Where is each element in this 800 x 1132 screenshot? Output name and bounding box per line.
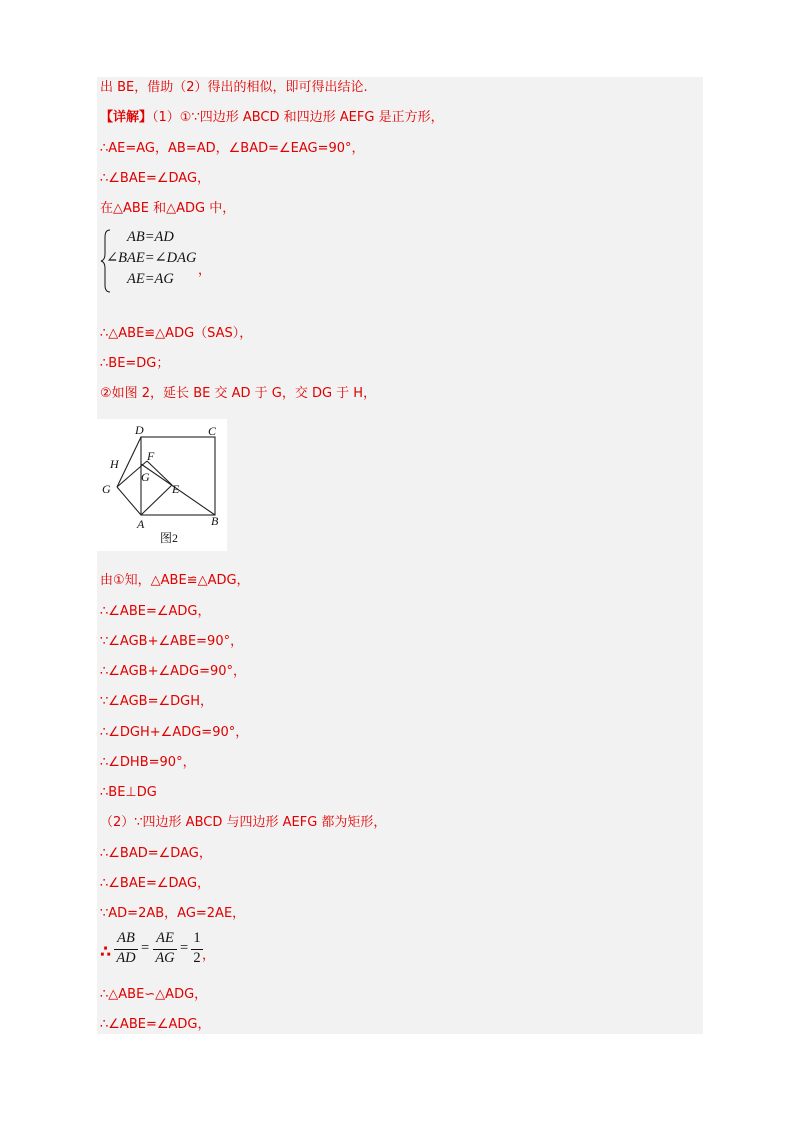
text-line-15: ∴∠DHB=90°，: [100, 755, 196, 770]
text-line-20: ∵AD=2AB，AG=2AE，: [100, 906, 246, 921]
equation-system: [100, 229, 240, 293]
system-comma: ，: [198, 263, 212, 278]
fraction-3-numerator: 1: [193, 930, 201, 946]
system-row-1: AB=AD: [127, 229, 174, 245]
text-line-1: 出 BE，借助（2）得出的相似，即可得出结论.: [100, 80, 368, 95]
figure-caption: 图2: [160, 531, 179, 545]
fraction-1-numerator: AB: [117, 930, 135, 946]
fraction-2-denominator: AG: [155, 950, 175, 966]
figure-2: [97, 419, 227, 551]
label-c: C: [208, 424, 217, 438]
text-line-2-rest: （1）①∵四边形 ABCD 和四边形 AEFG 是正方形，: [152, 110, 444, 125]
equals-sign-1: =: [141, 940, 150, 956]
system-row-2: ∠BAE=∠DAG: [106, 250, 197, 266]
text-line-6: ∴△ABE≌△ADG（SAS），: [100, 326, 253, 341]
fraction-2-numerator: AE: [156, 930, 174, 946]
text-line-9: 由①知，△ABE≌△ADG，: [100, 573, 250, 588]
fraction-comma: ，: [202, 948, 216, 963]
label-e: E: [172, 482, 180, 496]
detail-tag: 【详解】: [100, 110, 153, 125]
therefore-symbol: ∴: [100, 942, 112, 961]
text-line-4: ∴∠BAE=∠DAG，: [100, 171, 211, 186]
label-b: B: [211, 514, 219, 528]
text-line-22: ∴∠ABE=∠ADG，: [100, 1017, 211, 1032]
text-line-21: ∴△ABE∽△ADG，: [100, 987, 208, 1002]
label-g-outer: G: [102, 482, 111, 496]
text-line-16: ∴BE⊥DG: [100, 785, 157, 800]
fraction-1-denominator: AD: [116, 950, 136, 966]
text-line-7: ∴BE=DG；: [100, 356, 170, 371]
text-line-17: （2）∵四边形 ABCD 与四边形 AEFG 都为矩形，: [100, 815, 387, 830]
equals-sign-2: =: [180, 940, 189, 956]
system-row-3: AE=AG: [127, 271, 174, 287]
label-d: D: [135, 423, 144, 437]
label-a: A: [137, 517, 145, 531]
fraction-ae-ag: [153, 930, 177, 970]
text-line-5: 在△ABE 和△ADG 中，: [100, 201, 236, 216]
text-line-3: ∴AE=AG，AB=AD，∠BAD=∠EAG=90°，: [100, 141, 365, 156]
text-line-14: ∴∠DGH+∠ADG=90°，: [100, 725, 249, 740]
geometry-diagram: [97, 419, 227, 551]
label-f: F: [147, 449, 155, 463]
text-line-2: [100, 109, 444, 127]
fraction-ab-ad: [114, 930, 138, 970]
label-h: H: [110, 457, 119, 471]
text-line-10: ∴∠ABE=∠ADG，: [100, 604, 211, 619]
fraction-3-denominator: 2: [193, 950, 201, 966]
text-line-11: ∵∠AGB+∠ABE=90°，: [100, 634, 244, 649]
text-line-18: ∴∠BAD=∠DAG，: [100, 846, 212, 861]
label-g-inner: G: [141, 470, 150, 484]
text-line-13: ∵∠AGB=∠DGH，: [100, 694, 213, 709]
text-line-19: ∴∠BAE=∠DAG，: [100, 876, 211, 891]
text-line-12: ∴∠AGB+∠ADG=90°，: [100, 664, 247, 679]
text-line-8: ②如图 2，延长 BE 交 AD 于 G，交 DG 于 H，: [100, 386, 377, 401]
